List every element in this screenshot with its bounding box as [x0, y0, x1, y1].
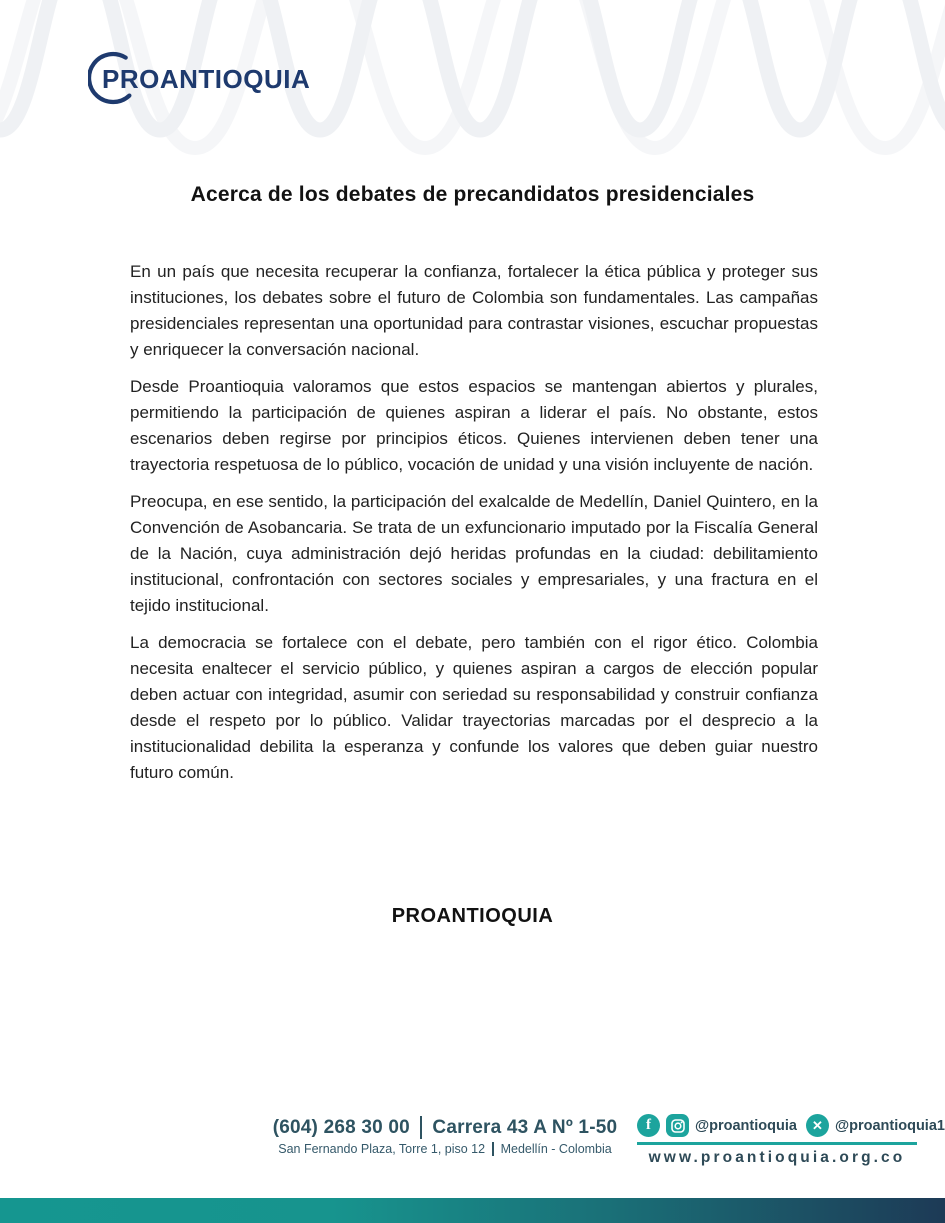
city: Medellín - Colombia — [500, 1142, 612, 1156]
logo-text: PROANTIOQUIA — [102, 64, 311, 94]
vertical-divider-small — [492, 1142, 494, 1156]
paragraph-1: En un país que necesita recuperar la confianza, fortalecer la ética pública y proteger sus instituciones, los debates sobre el futuro de Colombia son fundamentales. Las campañas presidenciales representan una oportunidad para contrastar visiones, escuchar propuestas y enriquecer la conversación nacional. — [130, 262, 818, 359]
teal-divider — [637, 1142, 917, 1145]
letter-body — [130, 259, 818, 797]
paragraph-4: La democracia se fortalece con el debate, pero también con el rigor ético. Colombia necesita enaltecer el servicio público, y quienes aspiran a cargos de elección popular deben actuar con integridad, asumir con seriedad su responsabilidad y construir confianza desde el respeto por lo público. Validar trayectorias marcadas por el desprecio a la institucionalidad debilita la esperanza y confunde los valores que deben guiar nuestro futuro común. — [130, 633, 818, 782]
vertical-divider — [420, 1116, 423, 1139]
address-detail: San Fernando Plaza, Torre 1, piso 12 — [278, 1142, 486, 1156]
phone-number: (604) 268 30 00 — [272, 1116, 410, 1138]
contact-line-primary — [250, 1116, 640, 1139]
signature: PROANTIOQUIA — [391, 905, 554, 927]
paragraph-3: Preocupa, en ese sentido, la participación del exalcalde de Medellín, Daniel Quintero, en la Convención de Asobancaria. Se trata de un exfuncionario imputado por la Fiscalía General de la Nación, cuya administración dejó heridas profundas en la ciudad: debilitamiento institucional, confrontación con sectores sociales y empresariales, y una fractura en el tejido institucional. — [130, 492, 818, 615]
social-block — [637, 1114, 945, 1167]
social-row — [637, 1114, 945, 1137]
instagram-icon — [666, 1114, 689, 1137]
bottom-gradient-bar — [0, 1198, 945, 1223]
proantioquia-logo — [88, 50, 328, 117]
social-handle-x: @proantioquia1 — [834, 1117, 945, 1134]
page-title: Acerca de los debates de precandidatos presidenciales — [190, 183, 755, 206]
paragraph-2: Desde Proantioquia valoramos que estos espacios se mantengan abiertos y plurales, permitiendo la participación de quienes aspiran a liderar el país. No obstante, estos escenarios deben regirse por principios éticos. Quienes intervienen deben tener una trayectoria respetuosa de lo público, vocación de unidad y una visión incluyente de nación. — [130, 377, 818, 474]
social-handle-facebook-instagram: @proantioquia — [695, 1117, 797, 1134]
contact-line-secondary — [250, 1142, 640, 1156]
facebook-icon: f — [637, 1114, 660, 1137]
website-url: www.proantioquia.org.co — [648, 1149, 906, 1166]
street-address: Carrera 43 A Nº 1-50 — [432, 1116, 618, 1138]
contact-info — [250, 1116, 640, 1156]
x-icon: ✕ — [806, 1114, 829, 1137]
